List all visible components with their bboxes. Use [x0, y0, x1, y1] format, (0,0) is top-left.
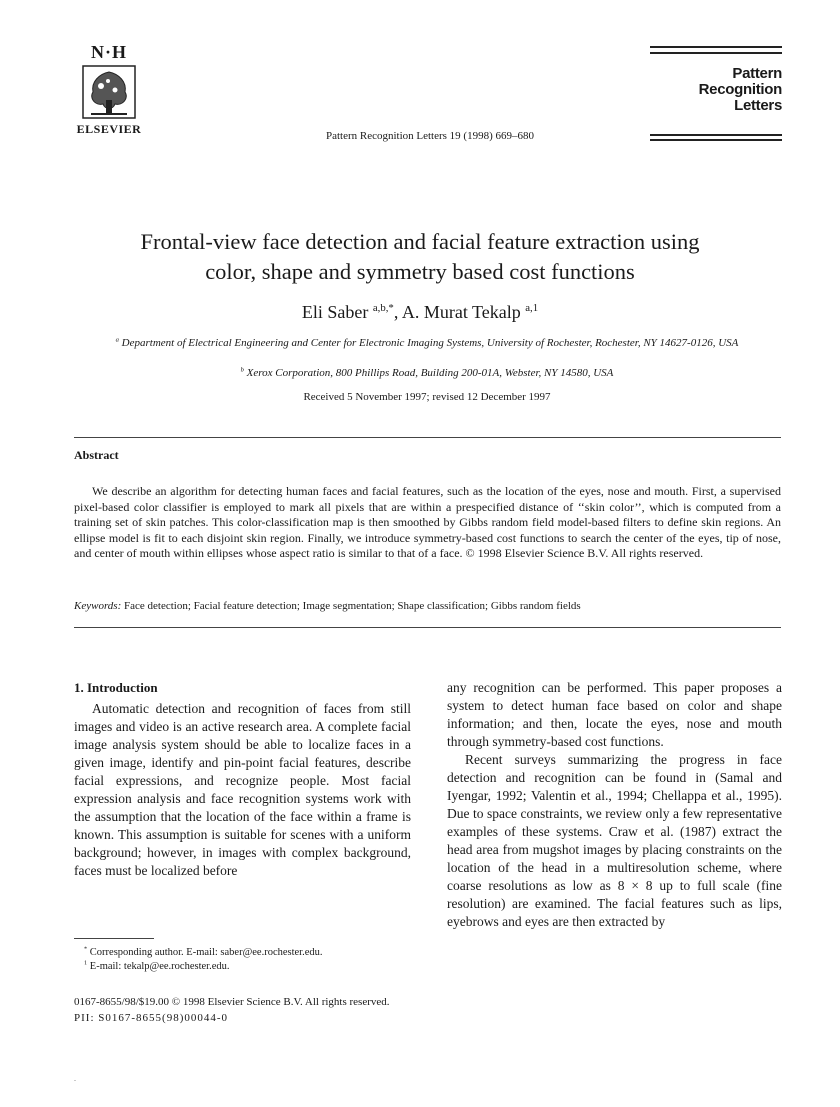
brand-rule: [650, 134, 782, 136]
affiliation-b: [82, 367, 772, 379]
elsevier-tree-logo-icon: [81, 64, 137, 120]
paragraph: Automatic detection and recognition of faces from still images and video is an active research area. A complete facial image analysis system should be able to localize faces in a given image, identify and pin-point facial features, describe facial expressions, and recognize people. Most facial expression analysis and face recognition systems work with the assumption that the location of the face within a frame is known. This assumption is suitable for scenes with a uniform background; however, in images with complex background, faces must be localized before: [74, 701, 411, 878]
author-separator: ,: [393, 302, 402, 322]
keywords-text: Face detection; Facial feature detection; Image segmentation; Shape classification; Gibbs random fields: [124, 600, 581, 612]
author-name: A. Murat Tekalp: [401, 302, 521, 322]
publisher-name: ELSEVIER: [76, 122, 142, 136]
page-mark: .: [74, 1074, 76, 1083]
journal-name-line1: Pattern Recognition: [698, 65, 782, 98]
divider: [74, 627, 781, 628]
received-dates: Received 5 November 1997; revised 12 December 1997: [303, 391, 551, 403]
divider: [74, 437, 781, 438]
right-column: [447, 679, 782, 931]
affiliation-a: [82, 336, 772, 350]
brand-rule: [650, 52, 782, 54]
brand-rule: [650, 139, 782, 141]
footnote-divider: [74, 938, 154, 939]
journal-name: [650, 66, 782, 114]
authors: [70, 302, 770, 323]
paragraph: Recent surveys summarizing the progress in face detection and recognition can be found in (Samal and Iyengar, 1992; Valentin et al., 1994; Chellappa et al., 1995). Due to space constraints, we review only a few representative examples of these systems. Craw et al. (1987) extract the head area from mugshot images by placing constraints on the location of the head in a multiresolution scheme, where coarse resolutions as low as 8 × 8 up to full scale (fine resolution) are examined. The facial features such as lips, eyebrows and eyes are then extracted by: [447, 752, 782, 929]
brand-rule: [650, 46, 782, 48]
abstract-heading: Abstract: [74, 448, 119, 462]
affiliation-mark: a: [115, 336, 119, 344]
publisher-logo: [74, 42, 144, 137]
author-affiliation-mark: a,1: [525, 302, 539, 314]
keywords: [74, 600, 781, 612]
journal-name-line2: Letters: [734, 97, 782, 114]
brand-rules-top: [650, 46, 782, 54]
footnote-text: Corresponding author. E-mail: saber@ee.rochester.edu.: [89, 947, 323, 958]
pii-line: PII: S0167-8655(98)00044-0: [74, 1012, 229, 1024]
paper-title: [70, 227, 770, 287]
paper-title-line1: Frontal-view face detection and facial feature extraction using: [140, 229, 700, 254]
copyright-line: 0167-8655/98/$19.00 © 1998 Elsevier Science B.V. All rights reserved.: [74, 996, 390, 1008]
publisher-mark: N·H: [90, 42, 127, 62]
journal-citation: Pattern Recognition Letters 19 (1998) 669–680: [325, 130, 535, 142]
footnote: [84, 946, 414, 960]
author-name: Eli Saber: [301, 302, 369, 322]
footnotes: [84, 946, 414, 974]
footnote-mark: *: [84, 945, 88, 953]
paragraph: any recognition can be performed. This paper proposes a system to detect human face based on color and shape information; and then, locate the eyes, nose and mouth through symmetry-based cost functions.: [447, 680, 782, 749]
journal-brand: [650, 46, 782, 114]
author-affiliation-mark: a,b,*: [372, 302, 394, 314]
abstract-body: We describe an algorithm for detecting human faces and facial features, such as the location of the eyes, nose and mouth. First, a supervised pixel-based color classifier is employed to mark all pixels that are within a prespecified distance of ‘‘skin color’’, which is computed from a training set of skin patches. This color-classification map is then smoothed by Gibbs random field model-based filters to define skin regions. An ellipse model is fit to each disjoint skin region. Finally, we introduce symmetry-based cost functions to search the center of the eyes, tip of nose, and center of mouth within ellipses whose aspect ratio is similar to that of a face. © 1998 Elsevier Science B.V. All rights reserved.: [74, 484, 781, 560]
affiliation-text: Xerox Corporation, 800 Phillips Road, Building 200-01A, Webster, NY 14580, USA: [246, 367, 614, 379]
keywords-label: Keywords:: [74, 600, 122, 612]
affiliation-text: Department of Electrical Engineering and Center for Electronic Imaging Systems, University of Rochester, Rochester, NY 14627-0126, USA: [121, 337, 739, 349]
left-column: [74, 679, 411, 880]
footnote-text: E-mail: tekalp@ee.rochester.edu.: [89, 961, 230, 972]
brand-rules-bottom: [650, 134, 782, 144]
paper-title-line2: color, shape and symmetry based cost functions: [205, 259, 635, 284]
footnote-mark: 1: [84, 959, 88, 967]
section-heading: 1. Introduction: [74, 680, 158, 695]
footnote: [84, 960, 414, 974]
affiliation-mark: b: [240, 366, 244, 374]
